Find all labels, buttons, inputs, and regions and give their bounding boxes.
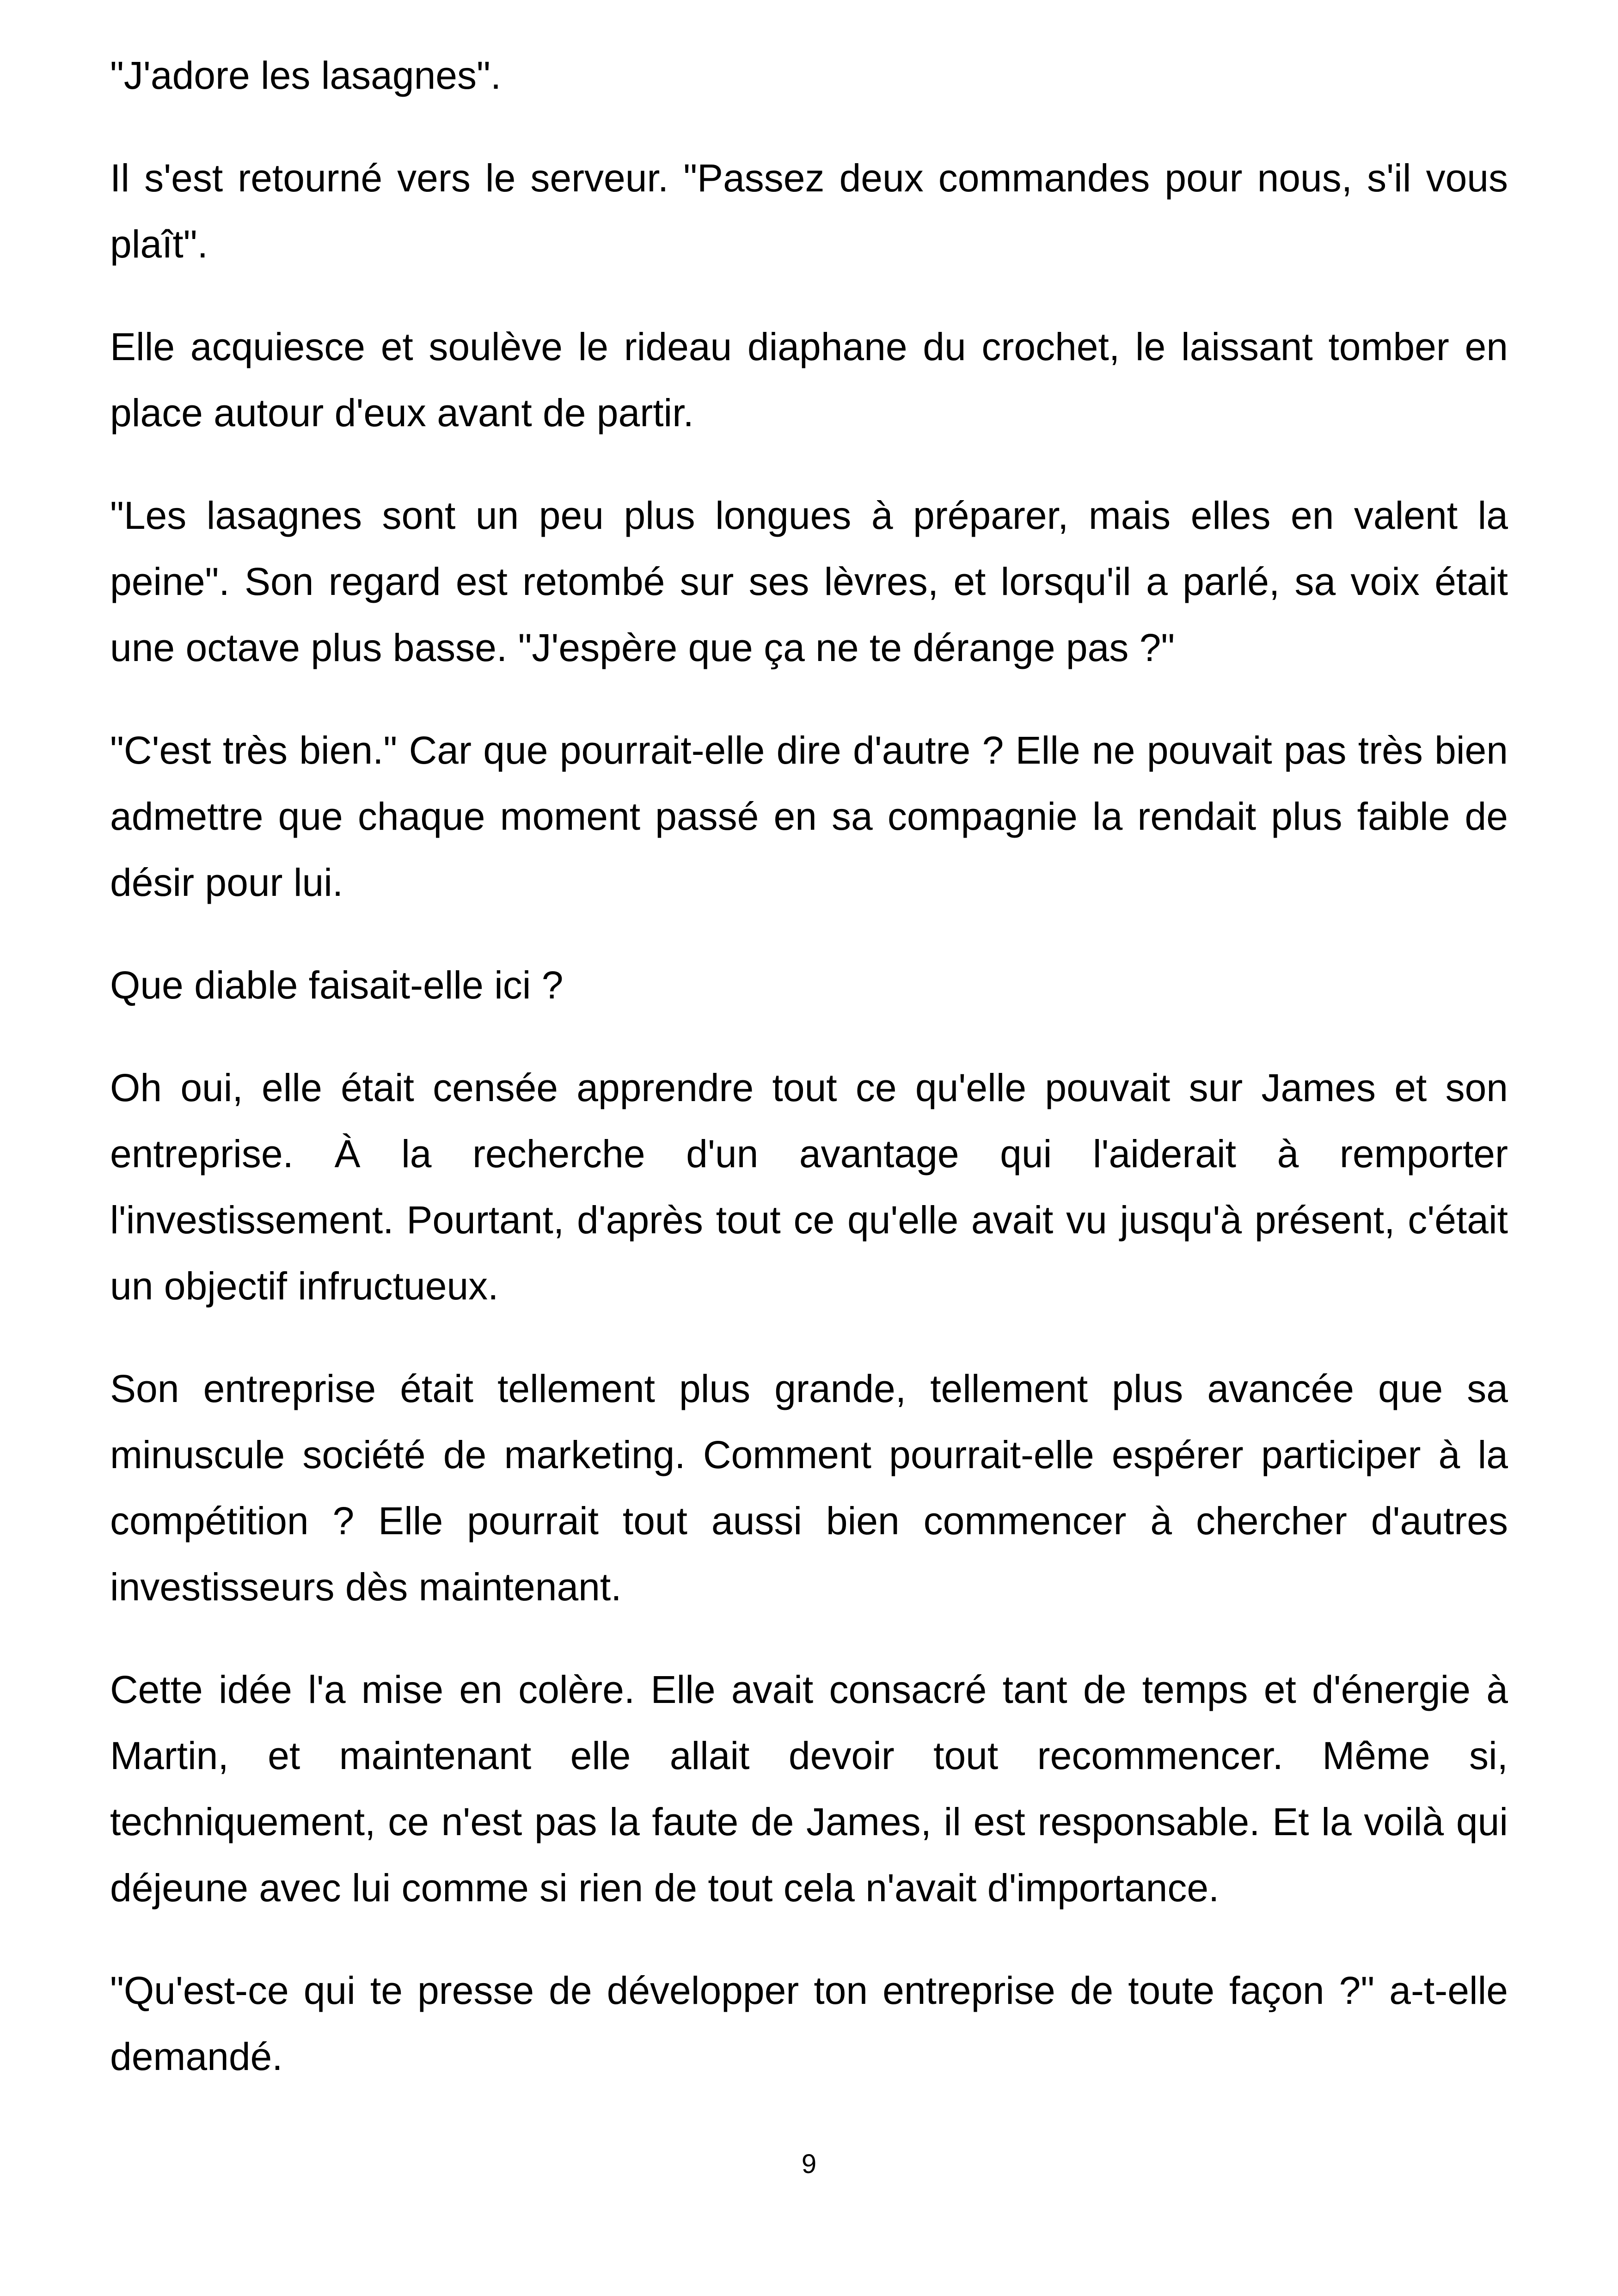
paragraph: Il s'est retourné vers le serveur. "Passez deux commandes pour nous, s'il vous plaît". <box>110 156 1508 266</box>
paragraph: "J'adore les lasagnes". <box>110 54 502 97</box>
paragraph: Que diable faisait-elle ici ? <box>110 963 564 1007</box>
paragraph: "Qu'est-ce qui te presse de développer ton entreprise de toute façon ?" a-t-elle demandé. <box>110 1969 1508 2078</box>
paragraph: Son entreprise était tellement plus grande, tellement plus avancée que sa minuscule société de marketing. Comment pourrait-elle espérer participer à la compétition ? Elle pourrait tout aussi bien commencer à chercher d'autres investisseurs dès maintenant. <box>110 1367 1508 1609</box>
paragraph: Cette idée l'a mise en colère. Elle avait consacré tant de temps et d'énergie à Martin, et maintenant elle allait devoir tout recommencer. Même si, techniquement, ce n'est pas la faute de James, il est responsable. Et la voilà qui déjeune avec lui comme si rien de tout cela n'avait d'importance. <box>110 1668 1508 1910</box>
paragraph: "Les lasagnes sont un peu plus longues à préparer, mais elles en valent la peine". Son regard est retombé sur ses lèvres, et lorsqu'il a parlé, sa voix était une octave plus basse. "J'espère que ça ne te dérange pas ?" <box>110 494 1508 669</box>
page-number: 9 <box>801 2149 817 2179</box>
paragraph: Elle acquiesce et soulève le rideau diaphane du crochet, le laissant tomber en place autour d'eux avant de partir. <box>110 325 1508 435</box>
paragraph: "C'est très bien." Car que pourrait-elle dire d'autre ? Elle ne pouvait pas très bien admettre que chaque moment passé en sa compagnie la rendait plus faible de désir pour lui. <box>110 729 1508 904</box>
paragraph: Oh oui, elle était censée apprendre tout ce qu'elle pouvait sur James et son entreprise. À la recherche d'un avantage qui l'aiderait à remporter l'investissement. Pourtant, d'après tout ce qu'elle avait vu jusqu'à présent, c'était un objectif infructueux. <box>110 1066 1508 1308</box>
page-body <box>110 43 1508 2126</box>
